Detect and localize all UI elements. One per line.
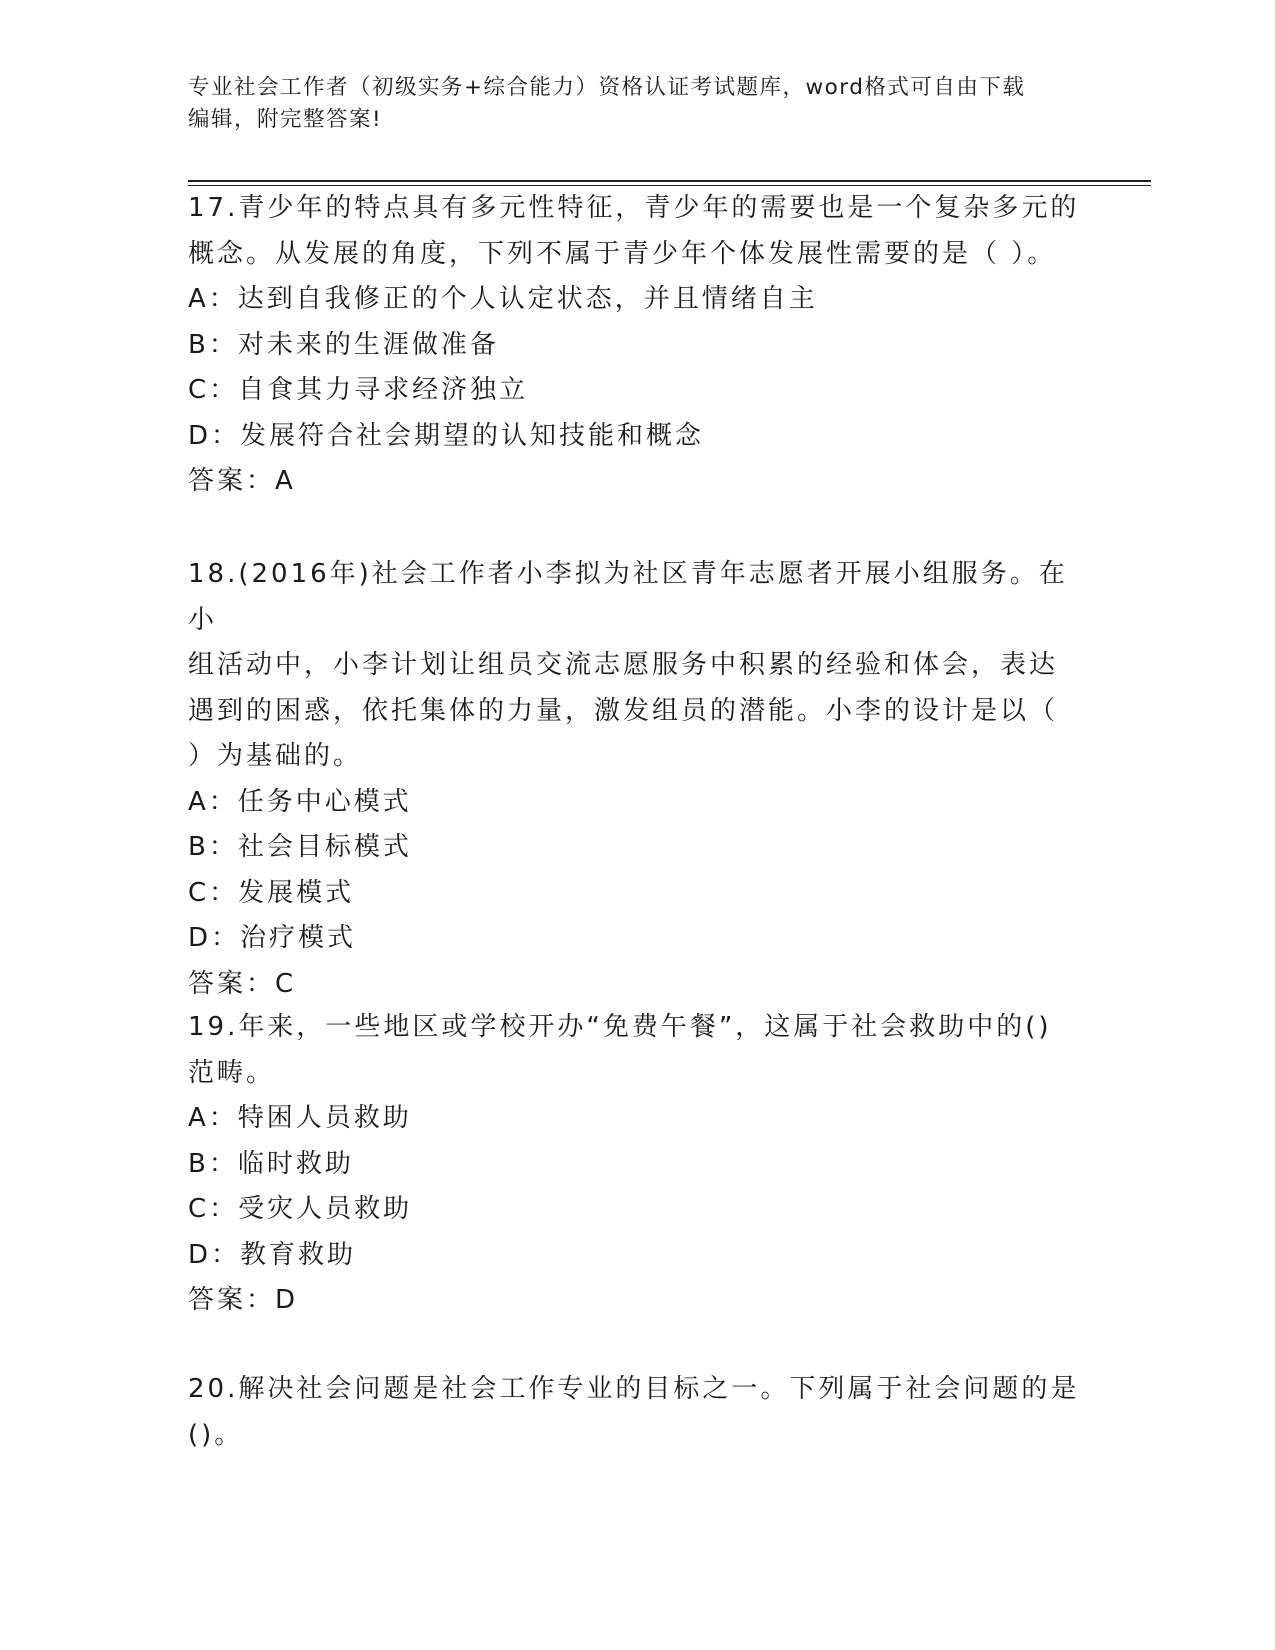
question-stem-line: 17.青少年的特点具有多元性特征，青少年的需要也是一个复杂多元的: [188, 193, 1080, 223]
question-18: [188, 552, 1088, 1007]
header-line-2: 编辑，附完整答案!: [188, 107, 383, 132]
question-stem-line: 20.解决社会问题是社会工作专业的目标之一。下列属于社会问题的是: [188, 1374, 1080, 1404]
option-d: D：治疗模式: [188, 923, 357, 953]
option-c: C：自食其力寻求经济独立: [188, 375, 529, 405]
question-20: [188, 1367, 1088, 1458]
option-c: C：受灾人员救助: [188, 1194, 413, 1224]
option-a: A：达到自我修正的个人认定状态，并且情绪自主: [188, 284, 818, 314]
document-header: [188, 72, 1088, 136]
question-stem-line: ()。: [188, 1419, 244, 1450]
question-stem-line: ）为基础的。: [188, 741, 363, 771]
question-stem-line: 18.(2016年)社会工作者小李拟为社区青年志愿者开展小组服务。在小: [188, 559, 1068, 635]
option-b: B：社会目标模式: [188, 832, 412, 862]
header-divider-thick: [188, 180, 1151, 182]
option-d: D：发展符合社会期望的认知技能和概念: [188, 420, 705, 451]
option-b: B：临时救助: [188, 1148, 354, 1179]
option-d: D：教育救助: [188, 1239, 357, 1270]
answer: 答案：C: [188, 968, 297, 999]
option-a: A：特困人员救助: [188, 1103, 412, 1133]
option-b: B：对未来的生涯做准备: [188, 329, 499, 360]
header-line-1: 专业社会工作者（初级实务+综合能力）资格认证考试题库，word格式可自由下载: [188, 75, 1026, 100]
question-stem-line: 概念。从发展的角度，下列不属于青少年个体发展性需要的是（ ）。: [188, 238, 1057, 269]
answer: 答案：D: [188, 1285, 299, 1315]
option-a: A：任务中心模式: [188, 786, 412, 817]
question-17: [188, 186, 1088, 505]
question-19: [188, 1005, 1088, 1324]
question-stem-line: 组活动中，小李计划让组员交流志愿服务中积累的经验和体会，表达: [188, 650, 1059, 680]
answer: 答案：A: [188, 466, 296, 496]
option-c: C：发展模式: [188, 877, 355, 908]
question-stem-line: 范畴。: [188, 1057, 276, 1088]
question-stem-line: 遇到的困惑，依托集体的力量，激发组员的潜能。小李的设计是以（: [188, 695, 1059, 726]
question-stem-line: 19.年来，一些地区或学校开办“免费午餐”，这属于社会救助中的(): [188, 1012, 1052, 1042]
